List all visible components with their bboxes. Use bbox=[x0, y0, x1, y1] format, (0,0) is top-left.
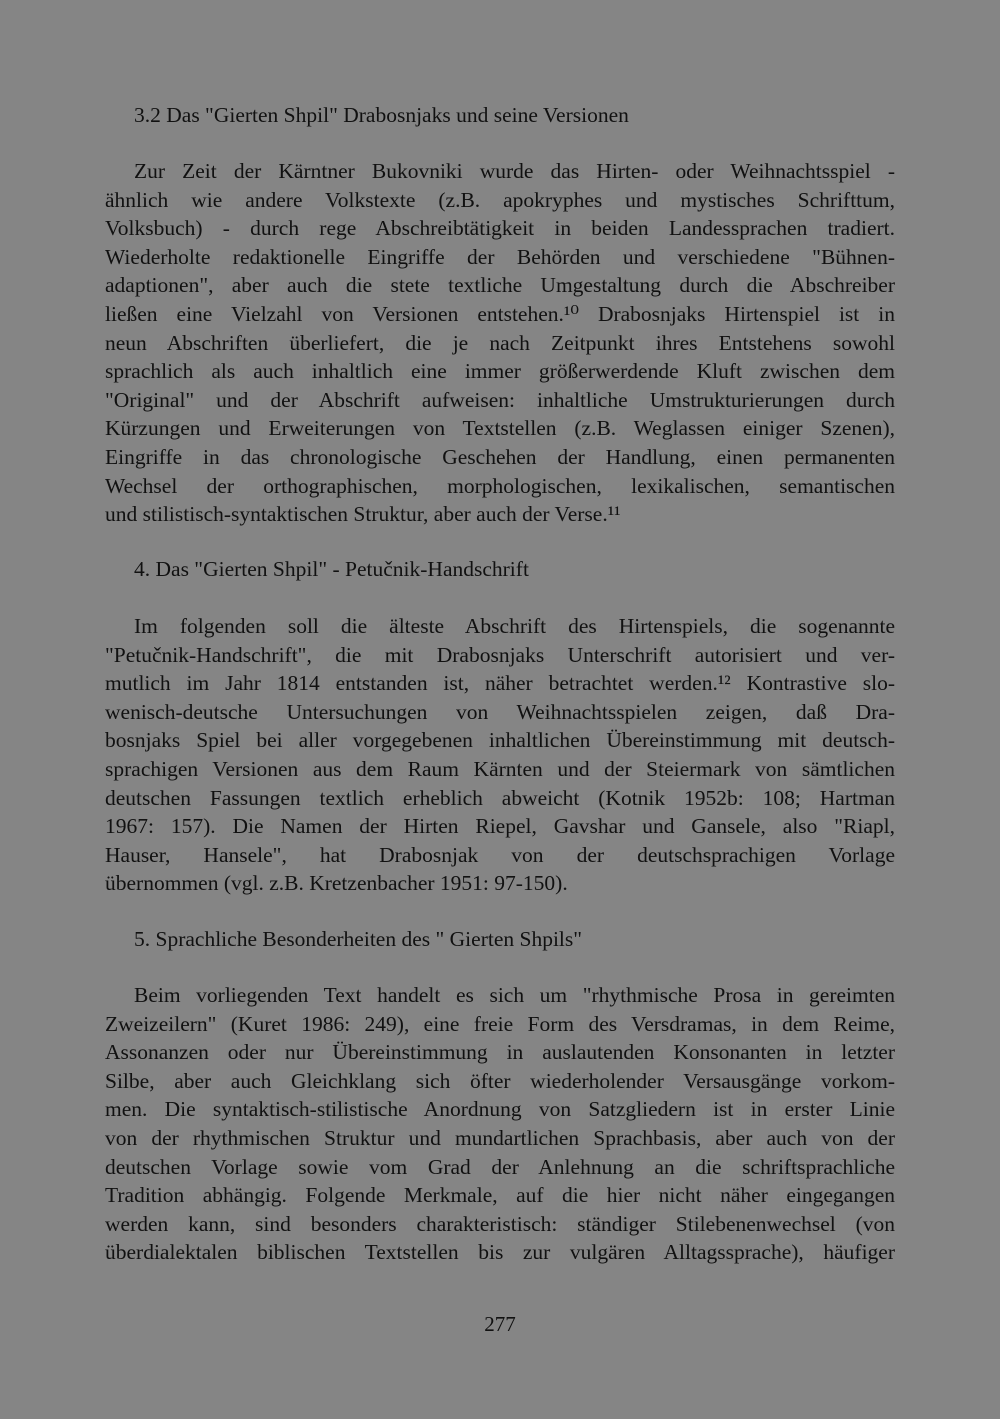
text-line: sprachigen Versionen aus dem Raum Kärnten und der Steiermark von sämtlichen bbox=[105, 756, 895, 781]
text-line: mutlich im Jahr 1814 entstanden ist, näher betrachtet werden.¹² Kontrastive slo- bbox=[105, 671, 895, 696]
text-line: deutschen Vorlage sowie vom Grad der Anlehnung an die schriftsprachliche bbox=[105, 1154, 895, 1179]
text-line: werden kann, sind besonders charakteristisch: ständiger Stilebenenwechsel (von bbox=[105, 1211, 895, 1236]
text-line: von der rhythmischen Struktur und mundartlichen Sprachbasis, aber auch von der bbox=[105, 1125, 895, 1150]
text-line: wenisch-deutsche Untersuchungen von Weihnachtsspielen zeigen, daß Dra- bbox=[105, 699, 895, 724]
text-line: Beim vorliegenden Text handelt es sich um "rhythmische Prosa in gereimten bbox=[134, 983, 895, 1007]
text-line: Zur Zeit der Kärntner Bukovniki wurde das Hirten- oder Weihnachtsspiel - bbox=[134, 159, 895, 183]
text-line: Tradition abhängig. Folgende Merkmale, auf die hier nicht näher eingegangen bbox=[105, 1183, 895, 1208]
text-line: Im folgenden soll die älteste Abschrift des Hirtenspiels, die sogenannte bbox=[134, 614, 895, 638]
paragraph-5 bbox=[105, 981, 895, 1267]
text-line: Silbe, aber auch Gleichklang sich öfter wiederholender Versausgänge vorkom- bbox=[105, 1068, 895, 1093]
text-line: Eingriffe in das chronologische Geschehen der Handlung, einen permanenten bbox=[105, 444, 895, 469]
paragraph-4 bbox=[105, 612, 895, 898]
text-line: Zweizeilern" (Kuret 1986: 249), eine freie Form des Versdramas, in dem Reime, bbox=[105, 1011, 895, 1036]
text-line: Hauser, Hansele", hat Drabosnjak von der deutschsprachigen Vorlage bbox=[105, 842, 895, 867]
text-line: sprachlich als auch inhaltlich eine immer größerwerdende Kluft zwischen dem bbox=[105, 359, 895, 384]
text-line: 1967: 157). Die Namen der Hirten Riepel, Gavshar und Gansele, also "Riapl, bbox=[105, 814, 895, 839]
section-heading-5: 5. Sprachliche Besonderheiten des " Gierten Shpils" bbox=[134, 927, 583, 951]
text-line: Wiederholte redaktionelle Eingriffe der Behörden und verschiedene "Bühnen- bbox=[105, 244, 895, 269]
text-line: bosnjaks Spiel bei aller vorgegebenen inhaltlichen Übereinstimmung mit deutsch- bbox=[105, 728, 895, 753]
text-line: ähnlich wie andere Volkstexte (z.B. apokryphes und mystisches Schrifttum, bbox=[105, 187, 895, 212]
text-line: Kürzungen und Erweiterungen von Textstellen (z.B. Weglassen einiger Szenen), bbox=[105, 416, 895, 441]
paragraph-3-2 bbox=[105, 157, 895, 529]
text-line: übernommen (vgl. z.B. Kretzenbacher 1951: 97-150). bbox=[105, 871, 568, 896]
text-line: deutschen Fassungen textlich erheblich abweicht (Kotnik 1952b: 108; Hartman bbox=[105, 785, 895, 810]
page-number: 277 bbox=[484, 1312, 516, 1336]
section-heading-3-2: 3.2 Das "Gierten Shpil" Drabosnjaks und seine Versionen bbox=[134, 103, 629, 127]
text-line: adaptionen", aber auch die stete textliche Umgestaltung durch die Abschreiber bbox=[105, 273, 895, 298]
text-line: "Original" und der Abschrift aufweisen: inhaltliche Umstrukturierungen durch bbox=[105, 387, 895, 412]
text-line: men. Die syntaktisch-stilistische Anordnung von Satzgliedern ist in erster Linie bbox=[105, 1097, 895, 1122]
text-line: Wechsel der orthographischen, morphologischen, lexikalischen, semantischen bbox=[105, 473, 895, 498]
text-line: überdialektalen biblischen Textstellen bis zur vulgären Alltagssprache), häufiger bbox=[105, 1240, 895, 1265]
text-line: Assonanzen oder nur Übereinstimmung in auslautenden Konsonanten in letzter bbox=[105, 1040, 895, 1065]
section-heading-4: 4. Das "Gierten Shpil" - Petučnik-Handschrift bbox=[134, 557, 529, 581]
text-line: "Petučnik-Handschrift", die mit Drabosnjaks Unterschrift autorisiert und ver- bbox=[105, 642, 895, 667]
text-line: und stilistisch-syntaktischen Struktur, aber auch der Verse.¹¹ bbox=[105, 502, 621, 527]
text-line: neun Abschriften überliefert, die je nach Zeitpunkt ihres Entstehens sowohl bbox=[105, 330, 895, 355]
text-line: Volksbuch) - durch rege Abschreibtätigkeit in beiden Landessprachen tradiert. bbox=[105, 216, 895, 241]
text-line: ließen eine Vielzahl von Versionen entstehen.¹⁰ Drabosnjaks Hirtenspiel ist in bbox=[105, 301, 895, 326]
